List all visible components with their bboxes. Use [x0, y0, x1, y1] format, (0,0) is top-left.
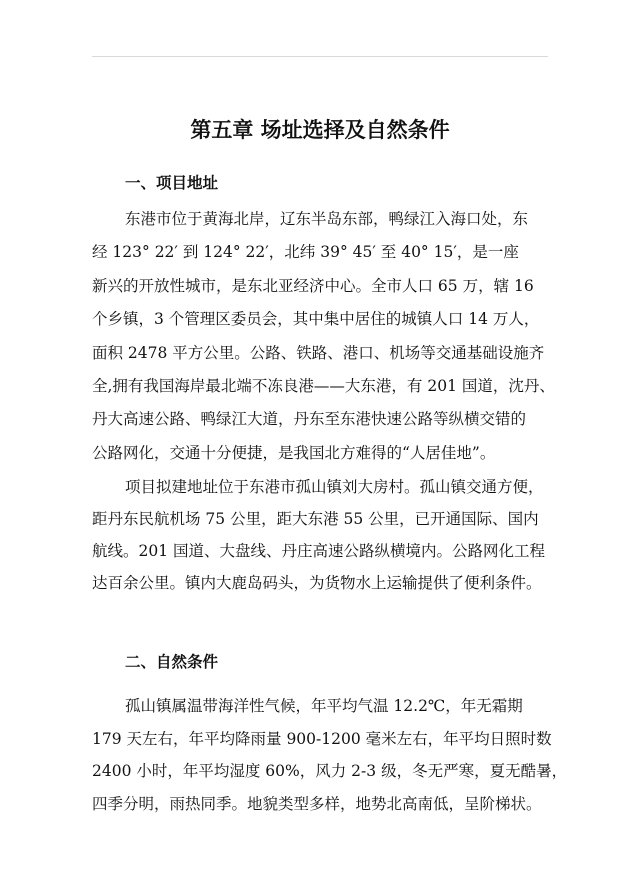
section-heading-project-site: 一、项目地址 [125, 173, 219, 192]
paragraph-line: 丹大高速公路、鸭绿江大道，丹东至东港快速公路等纵横交错的 [92, 410, 527, 429]
paragraph-line: 距丹东民航机场 75 公里，距大东港 55 公里，已开通国际、国内 [92, 510, 539, 528]
paragraph-climate [92, 690, 568, 820]
chapter-title: 第五章 场址选择及自然条件 [190, 117, 450, 142]
paragraph-line: 东港市位于黄海北岸，辽东半岛东部，鸭绿江入海口处，东 [125, 210, 529, 228]
paragraph-line: 179 天左右，年平均降雨量 900-1200 毫米左右，年平均日照时数 [92, 729, 552, 748]
paragraph-line: 四季分明，雨热同季。地貌类型多样，地势北高南低，呈阶梯状。 [92, 794, 542, 813]
paragraph-line: 经 123° 22′ 到 124° 22′，北纬 39° 45′ 至 40° 15′，是一座 [92, 243, 519, 262]
section-heading-natural-conditions: 二、自然条件 [125, 652, 219, 671]
paragraph-line: 新兴的开放性城市，是东北亚经济中心。全市人口 65 万，辖 16 [92, 276, 534, 295]
paragraph-city-overview [92, 203, 555, 470]
paragraph-line: 项目拟建地址位于东港市孤山镇刘大房村。孤山镇交通方便， [125, 478, 544, 496]
paragraph-line: 公路网化，交通十分便捷，是我国北方难得的“人居佳地”。 [92, 443, 496, 462]
paragraph-site-location [92, 471, 548, 599]
paragraph-line: 孤山镇属温带海洋性气候，年平均气温 12.2℃，年无霜期 [125, 697, 523, 715]
paragraph-line: 个乡镇，3 个管理区委员会，其中集中居住的城镇人口 14 万人， [92, 310, 540, 329]
paragraph-line: 航线。201 国道、大盘线、丹庄高速公路纵横境内。公路网化工程 [92, 542, 546, 560]
header-divider [92, 56, 548, 57]
paragraph-line: 2400 小时，年平均湿度 60%，风力 2-3 级，冬无严寒，夏无酷暑， [92, 762, 568, 781]
paragraph-line: 达百余公里。镇内大鹿岛码头，为货物水上运输提供了便利条件。 [92, 574, 542, 592]
paragraph-line: 全,拥有我国海岸最北端不冻良港——大东港，有 201 国道，沈丹、 [92, 377, 555, 396]
paragraph-line: 面积 2478 平方公里。公路、铁路、港口、机场等交通基础设施齐 [92, 343, 545, 362]
